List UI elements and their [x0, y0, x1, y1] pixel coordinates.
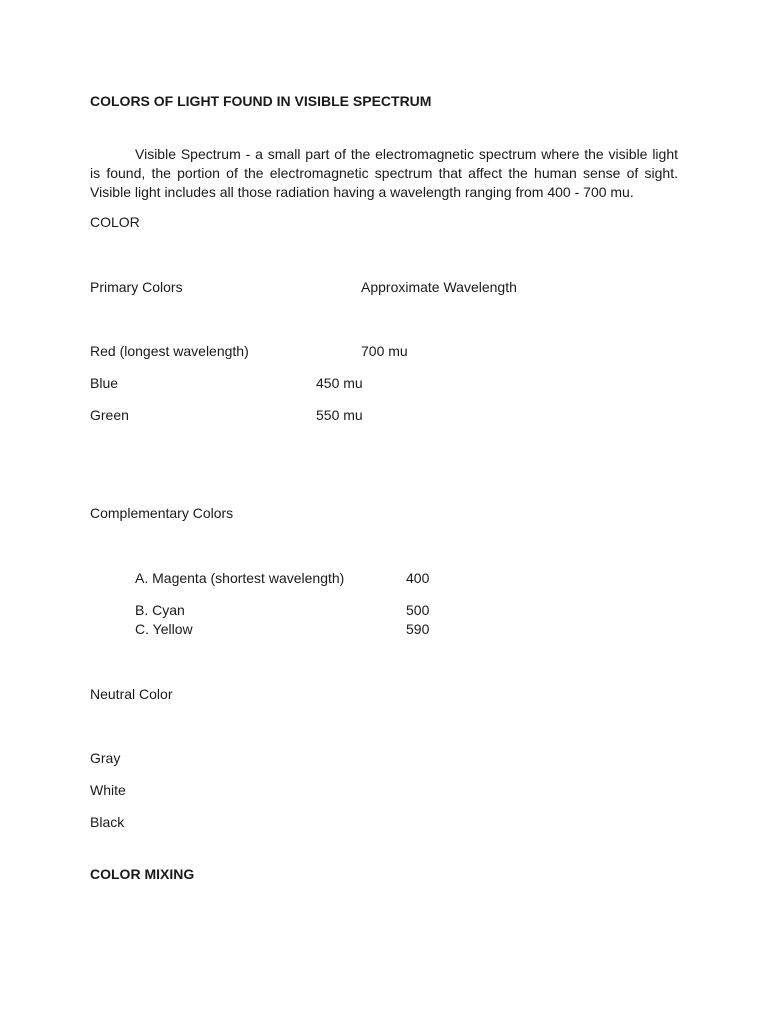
primary-color-wavelength: 700 mu: [361, 343, 408, 359]
color-heading: COLOR: [90, 214, 140, 230]
primary-colors-heading: Primary Colors: [90, 279, 183, 295]
complementary-color-name: A. Magenta (shortest wavelength): [135, 570, 345, 586]
neutral-color-item: White: [90, 782, 126, 798]
primary-color-wavelength: 550 mu: [316, 407, 363, 423]
complementary-color-wavelength: 500: [406, 602, 430, 618]
intro-paragraph: Visible Spectrum - a small part of the electromagnetic spectrum where the visible light is found, the portion of the electromagnetic spectrum that affect the human sense of sight. Visible light includes all those radiation having a wavelength ranging from 400 - 700 mu.: [90, 146, 678, 200]
complementary-color-name: C. Yellow: [135, 621, 193, 637]
color-mixing-heading: COLOR MIXING: [90, 866, 195, 882]
complementary-color-wavelength: 400: [406, 570, 430, 586]
document-title: COLORS OF LIGHT FOUND IN VISIBLE SPECTRUM: [90, 93, 432, 109]
primary-color-name: Blue: [90, 375, 119, 391]
neutral-color-item: Gray: [90, 750, 121, 766]
primary-color-name: Red (longest wavelength): [90, 343, 249, 359]
neutral-color-item: Black: [90, 814, 125, 830]
complementary-color-wavelength: 590: [406, 621, 430, 637]
complementary-colors-heading: Complementary Colors: [90, 505, 234, 521]
primary-color-name: Green: [90, 407, 129, 423]
wavelength-heading: Approximate Wavelength: [361, 279, 517, 295]
neutral-color-heading: Neutral Color: [90, 686, 173, 702]
complementary-color-name: B. Cyan: [135, 602, 185, 618]
primary-color-wavelength: 450 mu: [316, 375, 363, 391]
